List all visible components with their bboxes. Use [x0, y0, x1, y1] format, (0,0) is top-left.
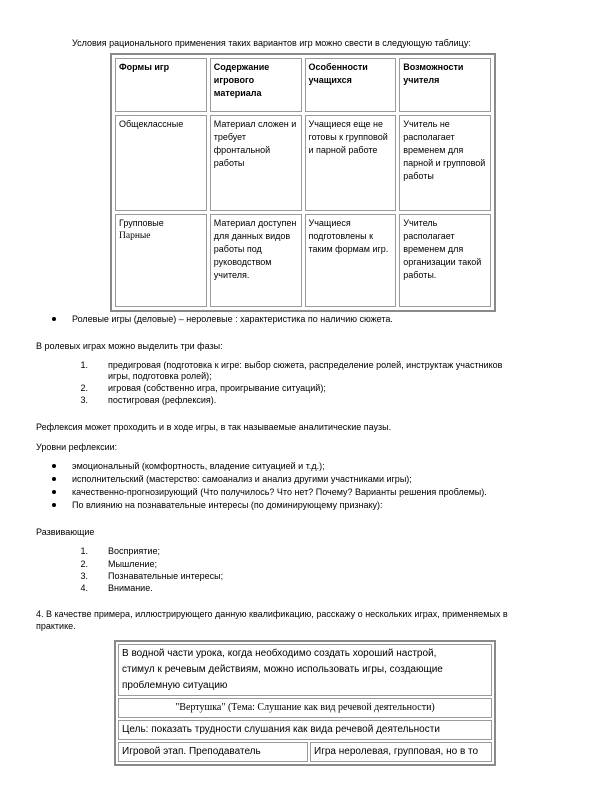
bullet-icon [52, 317, 56, 321]
phase-item: игровая (собственно игра, проигрывание ситуаций); [108, 383, 326, 393]
list-number: 1. [80, 360, 88, 370]
header-cell: Возможности учителя [399, 58, 491, 112]
example-text: 4. В качестве примера, иллюстрирующего данную квалификацию, расскажу о нескольких играх, применяемых в [36, 609, 508, 619]
role-games-text: Ролевые игры (деловые) – неролевые : характеристика по наличию сюжета. [72, 314, 393, 324]
bullet-icon [52, 464, 56, 468]
developing-title: Развивающие [36, 527, 95, 537]
header-cell: Особенности учащихся [305, 58, 397, 112]
game-forms-table [110, 53, 496, 312]
developing-item: Восприятие; [108, 546, 160, 556]
header-cell: Формы игр [115, 58, 207, 112]
header-cell: Содержание игрового материала [210, 58, 302, 112]
table-row [115, 214, 491, 307]
developing-item: Познавательные интересы; [108, 571, 224, 581]
levels-title: Уровни рефлексии: [36, 442, 118, 452]
example-text-continued: практике. [36, 621, 76, 631]
table-header-row [115, 58, 491, 112]
level-item: эмоциональный (комфортность, владение ситуацией и т.д.); [72, 461, 325, 471]
developing-item: Мышление; [108, 559, 157, 569]
bullet-icon [52, 503, 56, 507]
list-number: 3. [80, 395, 88, 405]
list-number: 2. [80, 559, 88, 569]
table-row [115, 115, 491, 211]
table-cell: Материал доступен для данных видов работы под руководством учителя. [210, 214, 302, 307]
list-number: 3. [80, 571, 88, 581]
table-cell: Учащиеся еще не готовы к групповой и парной работе [305, 115, 397, 211]
table-cell [118, 644, 492, 696]
list-number: 1. [80, 546, 88, 556]
table-row [118, 742, 492, 762]
table-cell: Учитель не располагает временем для парной и групповой работы [399, 115, 491, 211]
table-cell: Материал сложен и требует фронтальной работы [210, 115, 302, 211]
table-cell: Общеклассные [115, 115, 207, 211]
developing-item: Внимание. [108, 583, 153, 593]
list-number: 4. [80, 583, 88, 593]
intro-line: проблемную ситуацию [122, 680, 228, 691]
reflection-text: Рефлексия может проходить и в ходе игры, в так называемые аналитические паузы. [36, 422, 392, 432]
form-group-label: Групповые [119, 218, 164, 228]
table-row [118, 698, 492, 718]
level-item: По влиянию на познавательные интересы (по доминирующему признаку): [72, 500, 383, 510]
form-pair-label: Парные [119, 231, 151, 241]
list-number: 2. [80, 383, 88, 393]
table-cell [115, 214, 207, 307]
table-row [118, 644, 492, 696]
example-game-table [114, 640, 496, 766]
game-title-cell: "Вертушка" (Тема: Слушание как вид речевой деятельности) [118, 698, 492, 718]
phase-item: постигровая (рефлексия). [108, 395, 217, 405]
phase-item-continued: игры, подготовка ролей); [108, 371, 212, 381]
table-cell: Учащиеся подготовлены к таким формам игр. [305, 214, 397, 307]
intro-text: Условия рационального применения таких вариантов игр можно свести в следующую таблицу: [72, 38, 471, 48]
goal-cell: Цель: показать трудности слушания как вида речевой деятельности [118, 720, 492, 740]
phase-item: предигровая (подготовка к игре: выбор сюжета, распределение ролей, инструктаж участников [108, 360, 503, 370]
intro-line: стимул к речевым действиям, можно использовать игры, создающие [122, 664, 443, 675]
stage-label-cell: Игровой этап. Преподаватель [118, 742, 308, 762]
table-row [118, 720, 492, 740]
level-item: качественно-прогнозирующий (Что получилось? Что нет? Почему? Варианты решения проблемы). [72, 487, 487, 497]
level-item: исполнительский (мастерство: самоанализ и анализ другими участниками игры); [72, 474, 412, 484]
bullet-icon [52, 477, 56, 481]
phases-intro: В ролевых играх можно выделить три фазы: [36, 341, 223, 351]
bullet-icon [52, 490, 56, 494]
table-cell: Учитель располагает временем для организации такой работы. [399, 214, 491, 307]
intro-line: В водной части урока, когда необходимо создать хороший настрой, [122, 648, 437, 659]
stage-value-cell: Игра неролевая, групповая, но в то [310, 742, 492, 762]
